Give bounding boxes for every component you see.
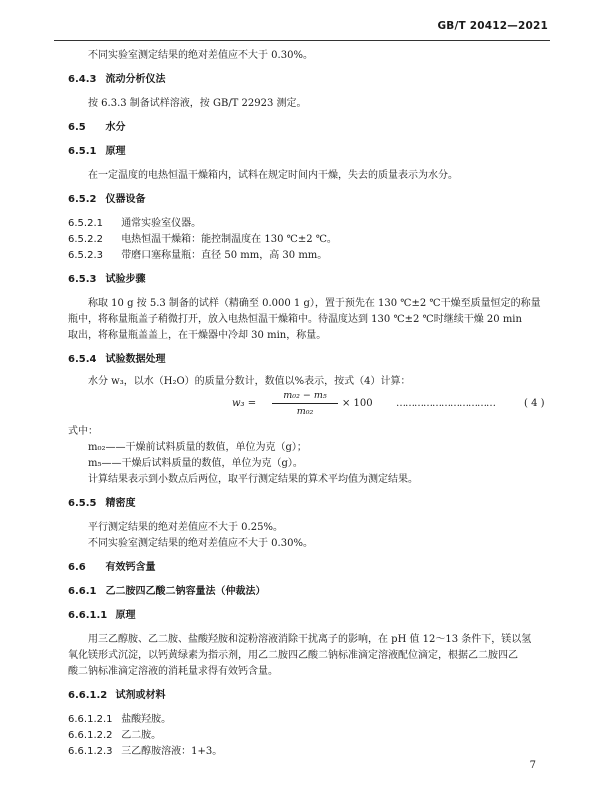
item-text: 三乙醇胺溶液：1+3。: [121, 746, 223, 757]
section-number: 6.6.1.2: [68, 690, 108, 701]
item-number: 6.6.1.2.1: [68, 714, 113, 725]
item-number: 6.6.1.2.2: [68, 730, 113, 741]
section-title: 原理: [105, 146, 126, 157]
paragraph-line: 取出，将称量瓶盖盖上，在干燥器中冷却 30 min，称量。: [68, 330, 327, 341]
item-text: 带磨口塞称量瓶：直径 50 mm，高 30 mm。: [121, 250, 328, 261]
item-number: 6.6.1.2.3: [68, 746, 113, 757]
item-number: 6.5.2.3: [68, 250, 103, 261]
paragraph-line: 计算结果表示到小数点后两位，取平行测定结果的算术平均值为测定结果。: [88, 474, 418, 485]
paragraph-line: 用三乙醇胺、乙二胺、盐酸羟胺和淀粉溶液消除干扰离子的影响，在 pH 值 12～13 条件下，镁以氢: [88, 634, 532, 645]
item-number: 6.5.2.1: [68, 218, 103, 229]
section-heading-6-5-5: [68, 496, 135, 512]
paragraph-line: 水分 w₃，以水（H₂O）的质量分数计，数值以%表示，按式（4）计算：: [88, 376, 411, 387]
section-heading-6-5-2: [68, 192, 145, 208]
list-item: [68, 728, 161, 744]
formula-leader: ……………………………: [396, 398, 495, 409]
section-title: 流动分析仪法: [105, 74, 166, 85]
section-title: 乙二胺四乙酸二钠容量法（仲裁法）: [105, 586, 266, 597]
section-heading-6-4-3: [68, 72, 165, 88]
formula-fraction: [272, 390, 338, 417]
section-heading-6-5-4: [68, 352, 165, 368]
paragraph-line: 在一定温度的电热恒温干燥箱内，试料在规定时间内干燥，失去的质量表示为水分。: [88, 170, 458, 181]
paragraph-line: 酸二钠标准滴定溶液的消耗量求得有效钙含量。: [68, 666, 278, 677]
list-item: [68, 712, 171, 728]
paragraph-line: 按 6.3.3 制备试样溶液，按 GB/T 22923 测定。: [88, 98, 307, 109]
list-item: [68, 232, 337, 248]
section-number: 6.6: [68, 562, 86, 573]
section-number: 6.6.1: [68, 586, 97, 597]
item-number: 6.5.2.2: [68, 234, 103, 245]
list-item: [68, 216, 201, 232]
formula-denominator: m₀₂: [296, 406, 314, 417]
paragraph-line: 式中：: [68, 426, 98, 437]
section-number: 6.4.3: [68, 74, 97, 85]
item-text: 乙二胺。: [121, 730, 162, 741]
section-heading-6-6-1-1: [68, 608, 135, 624]
fraction-bar: [272, 403, 338, 404]
item-text: 通常实验室仪器。: [121, 218, 202, 229]
paragraph-line: 瓶中，将称量瓶盖子稍微打开，放入电热恒温干燥箱中。待温度达到 130 ℃±2 ℃时继续干燥 20 min: [68, 314, 522, 325]
paragraph-line: 不同实验室测定结果的绝对差值应不大于 0.30%。: [88, 50, 313, 61]
section-number: 6.5.2: [68, 194, 97, 205]
paragraph-line: 氧化镁形式沉淀，以钙黄绿素为指示剂，用乙二胺四乙酸二钠标准滴定溶液配位滴定，根据乙二胺四乙: [68, 650, 518, 661]
equation-number: ( 4 ): [524, 398, 545, 409]
page-number: 7: [529, 760, 536, 771]
variable-definition: m₀₂——干燥前试料质量的数值，单位为克（g）；: [88, 442, 307, 453]
section-title: 原理: [115, 610, 136, 621]
section-title: 试验数据处理: [105, 354, 166, 365]
section-heading-6-5: [68, 120, 125, 136]
section-title: 试验步骤: [105, 274, 146, 285]
formula-numerator: m₀₂ − m₅: [283, 390, 327, 401]
paragraph-line: 称取 10 g 按 5.3 制备的试样（精确至 0.000 1 g），置于预先在 130 ℃±2 ℃干燥至质量恒定的称量: [88, 298, 541, 309]
section-title: 有效钙含量: [105, 562, 156, 573]
section-heading-6-6-1: [68, 584, 265, 600]
item-text: 盐酸羟胺。: [121, 714, 172, 725]
section-title: 试剂或材料: [115, 690, 166, 701]
section-number: 6.5.1: [68, 146, 97, 157]
standard-number: GB/T 20412—2021: [437, 20, 548, 32]
paragraph-line: 平行测定结果的绝对差值应不大于 0.25%。: [88, 522, 283, 533]
formula-lhs: w₃ =: [232, 398, 257, 409]
section-title: 精密度: [105, 498, 136, 509]
section-heading-6-6: [68, 560, 155, 576]
section-heading-6-5-3: [68, 272, 145, 288]
section-number: 6.5.5: [68, 498, 97, 509]
section-number: 6.5.4: [68, 354, 97, 365]
section-number: 6.6.1.1: [68, 610, 108, 621]
list-item: [68, 744, 222, 760]
formula-multiplier: × 100: [342, 398, 373, 409]
section-heading-6-6-1-2: [68, 688, 165, 704]
section-number: 6.5: [68, 122, 86, 133]
section-number: 6.5.3: [68, 274, 97, 285]
section-heading-6-5-1: [68, 144, 125, 160]
section-title: 水分: [105, 122, 126, 133]
header-rule: [54, 40, 550, 41]
list-item: [68, 248, 327, 264]
item-text: 电热恒温干燥箱：能控制温度在 130 ℃±2 ℃。: [121, 234, 337, 245]
section-title: 仪器设备: [105, 194, 146, 205]
paragraph-line: 不同实验室测定结果的绝对差值应不大于 0.30%。: [88, 538, 313, 549]
variable-definition: m₅——干燥后试料质量的数值，单位为克（g）。: [88, 458, 303, 469]
